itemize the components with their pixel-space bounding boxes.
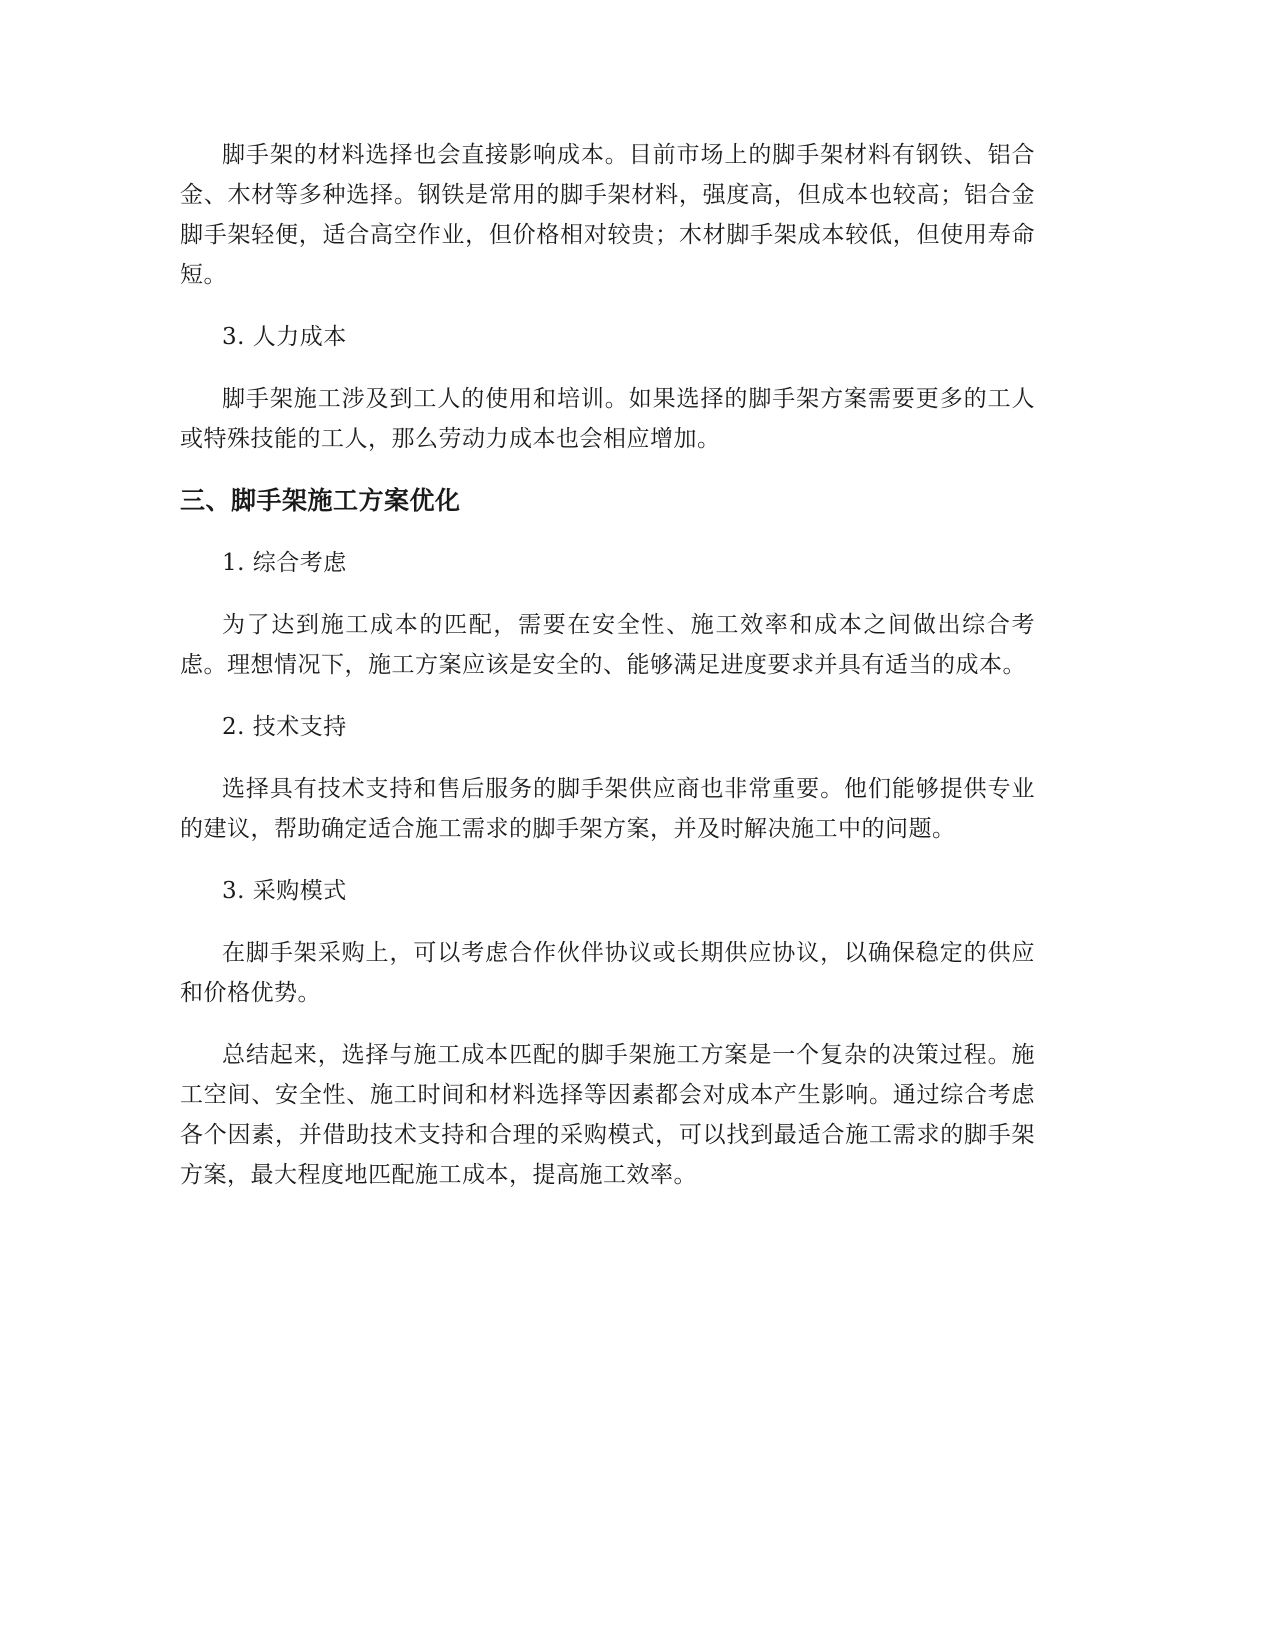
- paragraph-labor-cost: 脚手架施工涉及到工人的使用和培训。如果选择的脚手架方案需要更多的工人或特殊技能的工人，那么劳动力成本也会相应增加。: [180, 386, 1035, 452]
- paragraph-purchase-mode: 在脚手架采购上，可以考虑合作伙伴协议或长期供应协议，以确保稳定的供应和价格优势。: [180, 940, 1035, 1006]
- subheading-comprehensive: 1. 综合考虑: [222, 550, 347, 576]
- subheading-labor-cost: 3. 人力成本: [222, 324, 347, 350]
- subheading-purchase-mode: 3. 采购模式: [222, 878, 347, 904]
- paragraph-comprehensive: 为了达到施工成本的匹配，需要在安全性、施工效率和成本之间做出综合考虑。理想情况下，施工方案应该是安全的、能够满足进度要求并具有适当的成本。: [180, 612, 1035, 678]
- document-page: [180, 135, 1035, 1217]
- paragraph-material-choice: 脚手架的材料选择也会直接影响成本。目前市场上的脚手架材料有钢铁、铝合金、木材等多种选择。钢铁是常用的脚手架材料，强度高，但成本也较高；铝合金脚手架轻便，适合高空作业，但价格相对较贵；木材脚手架成本较低，但使用寿命短。: [180, 142, 1035, 288]
- paragraph-summary: 总结起来，选择与施工成本匹配的脚手架施工方案是一个复杂的决策过程。施工空间、安全性、施工时间和材料选择等因素都会对成本产生影响。通过综合考虑各个因素，并借助技术支持和合理的采购模式，可以找到最适合施工需求的脚手架方案，最大程度地匹配施工成本，提高施工效率。: [180, 1042, 1035, 1188]
- paragraph-tech-support: 选择具有技术支持和售后服务的脚手架供应商也非常重要。他们能够提供专业的建议，帮助确定适合施工需求的脚手架方案，并及时解决施工中的问题。: [180, 776, 1035, 842]
- subheading-tech-support: 2. 技术支持: [222, 714, 347, 740]
- section-title-optimization: 三、脚手架施工方案优化: [180, 486, 461, 515]
